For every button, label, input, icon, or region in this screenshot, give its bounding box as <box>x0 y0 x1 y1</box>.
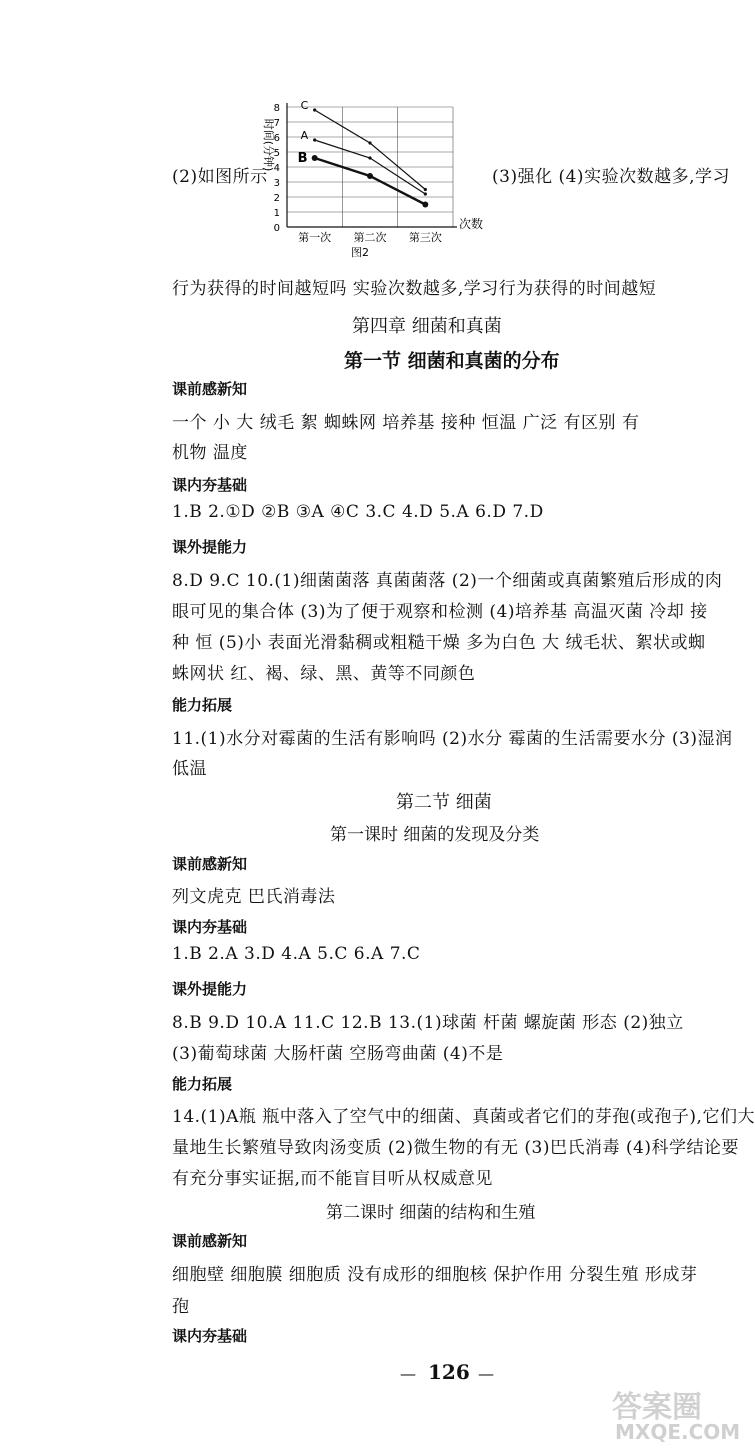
y-axis-label: 时间(分钟) <box>262 118 275 172</box>
section-heading: 课前感新知 <box>172 1232 248 1250</box>
series-label-C: C <box>300 99 309 112</box>
y-tick-label: 8 <box>273 103 280 114</box>
page-dash-right: — <box>478 1364 494 1383</box>
text-line: 细胞壁 细胞膜 细胞质 没有成形的细胞核 保护作用 分裂生殖 形成芽 <box>172 1265 698 1285</box>
section-heading: 课前感新知 <box>172 380 248 398</box>
text-line: 眼可见的集合体 (3)为了便于观察和检测 (4)培养基 高温灭菌 冷却 接 <box>172 602 708 622</box>
section-heading: 能力拓展 <box>172 696 233 714</box>
section-heading: 课内夯基础 <box>172 918 248 936</box>
y-tick-label: 3 <box>273 178 280 189</box>
data-point-C <box>313 108 316 111</box>
y-tick-label: 2 <box>273 193 280 204</box>
text-line: 8.D 9.C 10.(1)细菌菌落 真菌菌落 (2)一个细菌或真菌繁殖后形成的肉 <box>172 571 723 591</box>
lesson-title: 第一课时 细菌的发现及分类 <box>330 825 540 845</box>
chapter-title: 第四章 细菌和真菌 <box>352 316 502 337</box>
text-line: 低温 <box>172 759 207 779</box>
page-number: 126 <box>428 1360 470 1384</box>
y-tick-label: 1 <box>273 208 280 219</box>
text-line: 列文虎克 巴氏消毒法 <box>172 887 336 907</box>
text-line: (3)强化 (4)实验次数越多,学习 <box>492 167 730 187</box>
text-line: (2)如图所示 <box>172 167 268 187</box>
y-tick-label: 0 <box>273 223 280 234</box>
section-heading: 能力拓展 <box>172 1075 233 1093</box>
data-point-A <box>313 138 316 141</box>
text-line: 11.(1)水分对霉菌的生活有影响吗 (2)水分 霉菌的生活需要水分 (3)湿润 <box>172 729 733 749</box>
section-title: 第一节 细菌和真菌的分布 <box>344 350 560 372</box>
y-tick-label: 6 <box>273 133 280 144</box>
y-tick-label: 5 <box>273 148 280 159</box>
text-line: 蛛网状 红、褐、绿、黑、黄等不同颜色 <box>172 664 476 684</box>
chart-caption: 图2 <box>351 246 369 259</box>
text-line: 一个 小 大 绒毛 絮 蜘蛛网 培养基 接种 恒温 广泛 有区别 有 <box>172 413 640 433</box>
data-point-A <box>424 192 427 195</box>
text-line: (3)葡萄球菌 大肠杆菌 空肠弯曲菌 (4)不是 <box>172 1044 504 1064</box>
watermark-logo: 答案圈 <box>612 1390 702 1425</box>
x-tick-label: 第一次 <box>298 231 332 244</box>
section-heading: 课前感新知 <box>172 855 248 873</box>
y-tick-label: 4 <box>273 163 280 174</box>
page-dash-left: — <box>400 1364 416 1383</box>
data-point-C <box>368 141 371 144</box>
data-point-B <box>367 173 373 179</box>
text-line: 孢 <box>172 1297 190 1317</box>
text-line: 有充分事实证据,而不能盲目听从权威意见 <box>172 1169 493 1189</box>
text-line: 量地生长繁殖导致肉汤变质 (2)微生物的有无 (3)巴氏消毒 (4)科学结论要 <box>172 1138 739 1158</box>
data-point-C <box>424 188 427 191</box>
text-line: 1.B 2.A 3.D 4.A 5.C 6.A 7.C <box>172 944 421 964</box>
line-chart <box>255 88 484 263</box>
x-tick-label: 第二次 <box>353 231 387 244</box>
lesson-title: 第二课时 细菌的结构和生殖 <box>326 1203 536 1223</box>
section-heading: 课外提能力 <box>172 538 248 556</box>
section-heading: 课内夯基础 <box>172 1327 248 1345</box>
text-line: 1.B 2.①D ②B ③A ④C 3.C 4.D 5.A 6.D 7.D <box>172 502 544 522</box>
text-line: 行为获得的时间越短吗 实验次数越多,学习行为获得的时间越短 <box>172 279 657 299</box>
text-line: 8.B 9.D 10.A 11.C 12.B 13.(1)球菌 杆菌 螺旋菌 形态 (2)独立 <box>172 1013 684 1033</box>
x-tick-label: 第三次 <box>408 231 442 244</box>
text-line: 14.(1)A瓶 瓶中落入了空气中的细菌、真菌或者它们的芽孢(或孢子),它们大 <box>172 1107 755 1127</box>
series-label-A: A <box>300 129 309 142</box>
text-line: 机物 温度 <box>172 443 248 463</box>
watermark-url: MXQE.COM <box>615 1420 741 1444</box>
text-line: 种 恒 (5)小 表面光滑黏稠或粗糙干燥 多为白色 大 绒毛状、絮状或蜘 <box>172 633 706 653</box>
data-point-B <box>422 202 428 208</box>
section-heading: 课外提能力 <box>172 980 248 998</box>
series-label-B: B <box>297 151 308 166</box>
series-line-B <box>315 158 426 205</box>
x-axis-label: 次数 <box>459 217 484 231</box>
section-heading: 课内夯基础 <box>172 476 248 494</box>
data-point-B <box>312 155 318 161</box>
y-tick-label: 7 <box>273 118 280 129</box>
data-point-A <box>368 156 371 159</box>
section-title: 第二节 细菌 <box>396 792 492 813</box>
